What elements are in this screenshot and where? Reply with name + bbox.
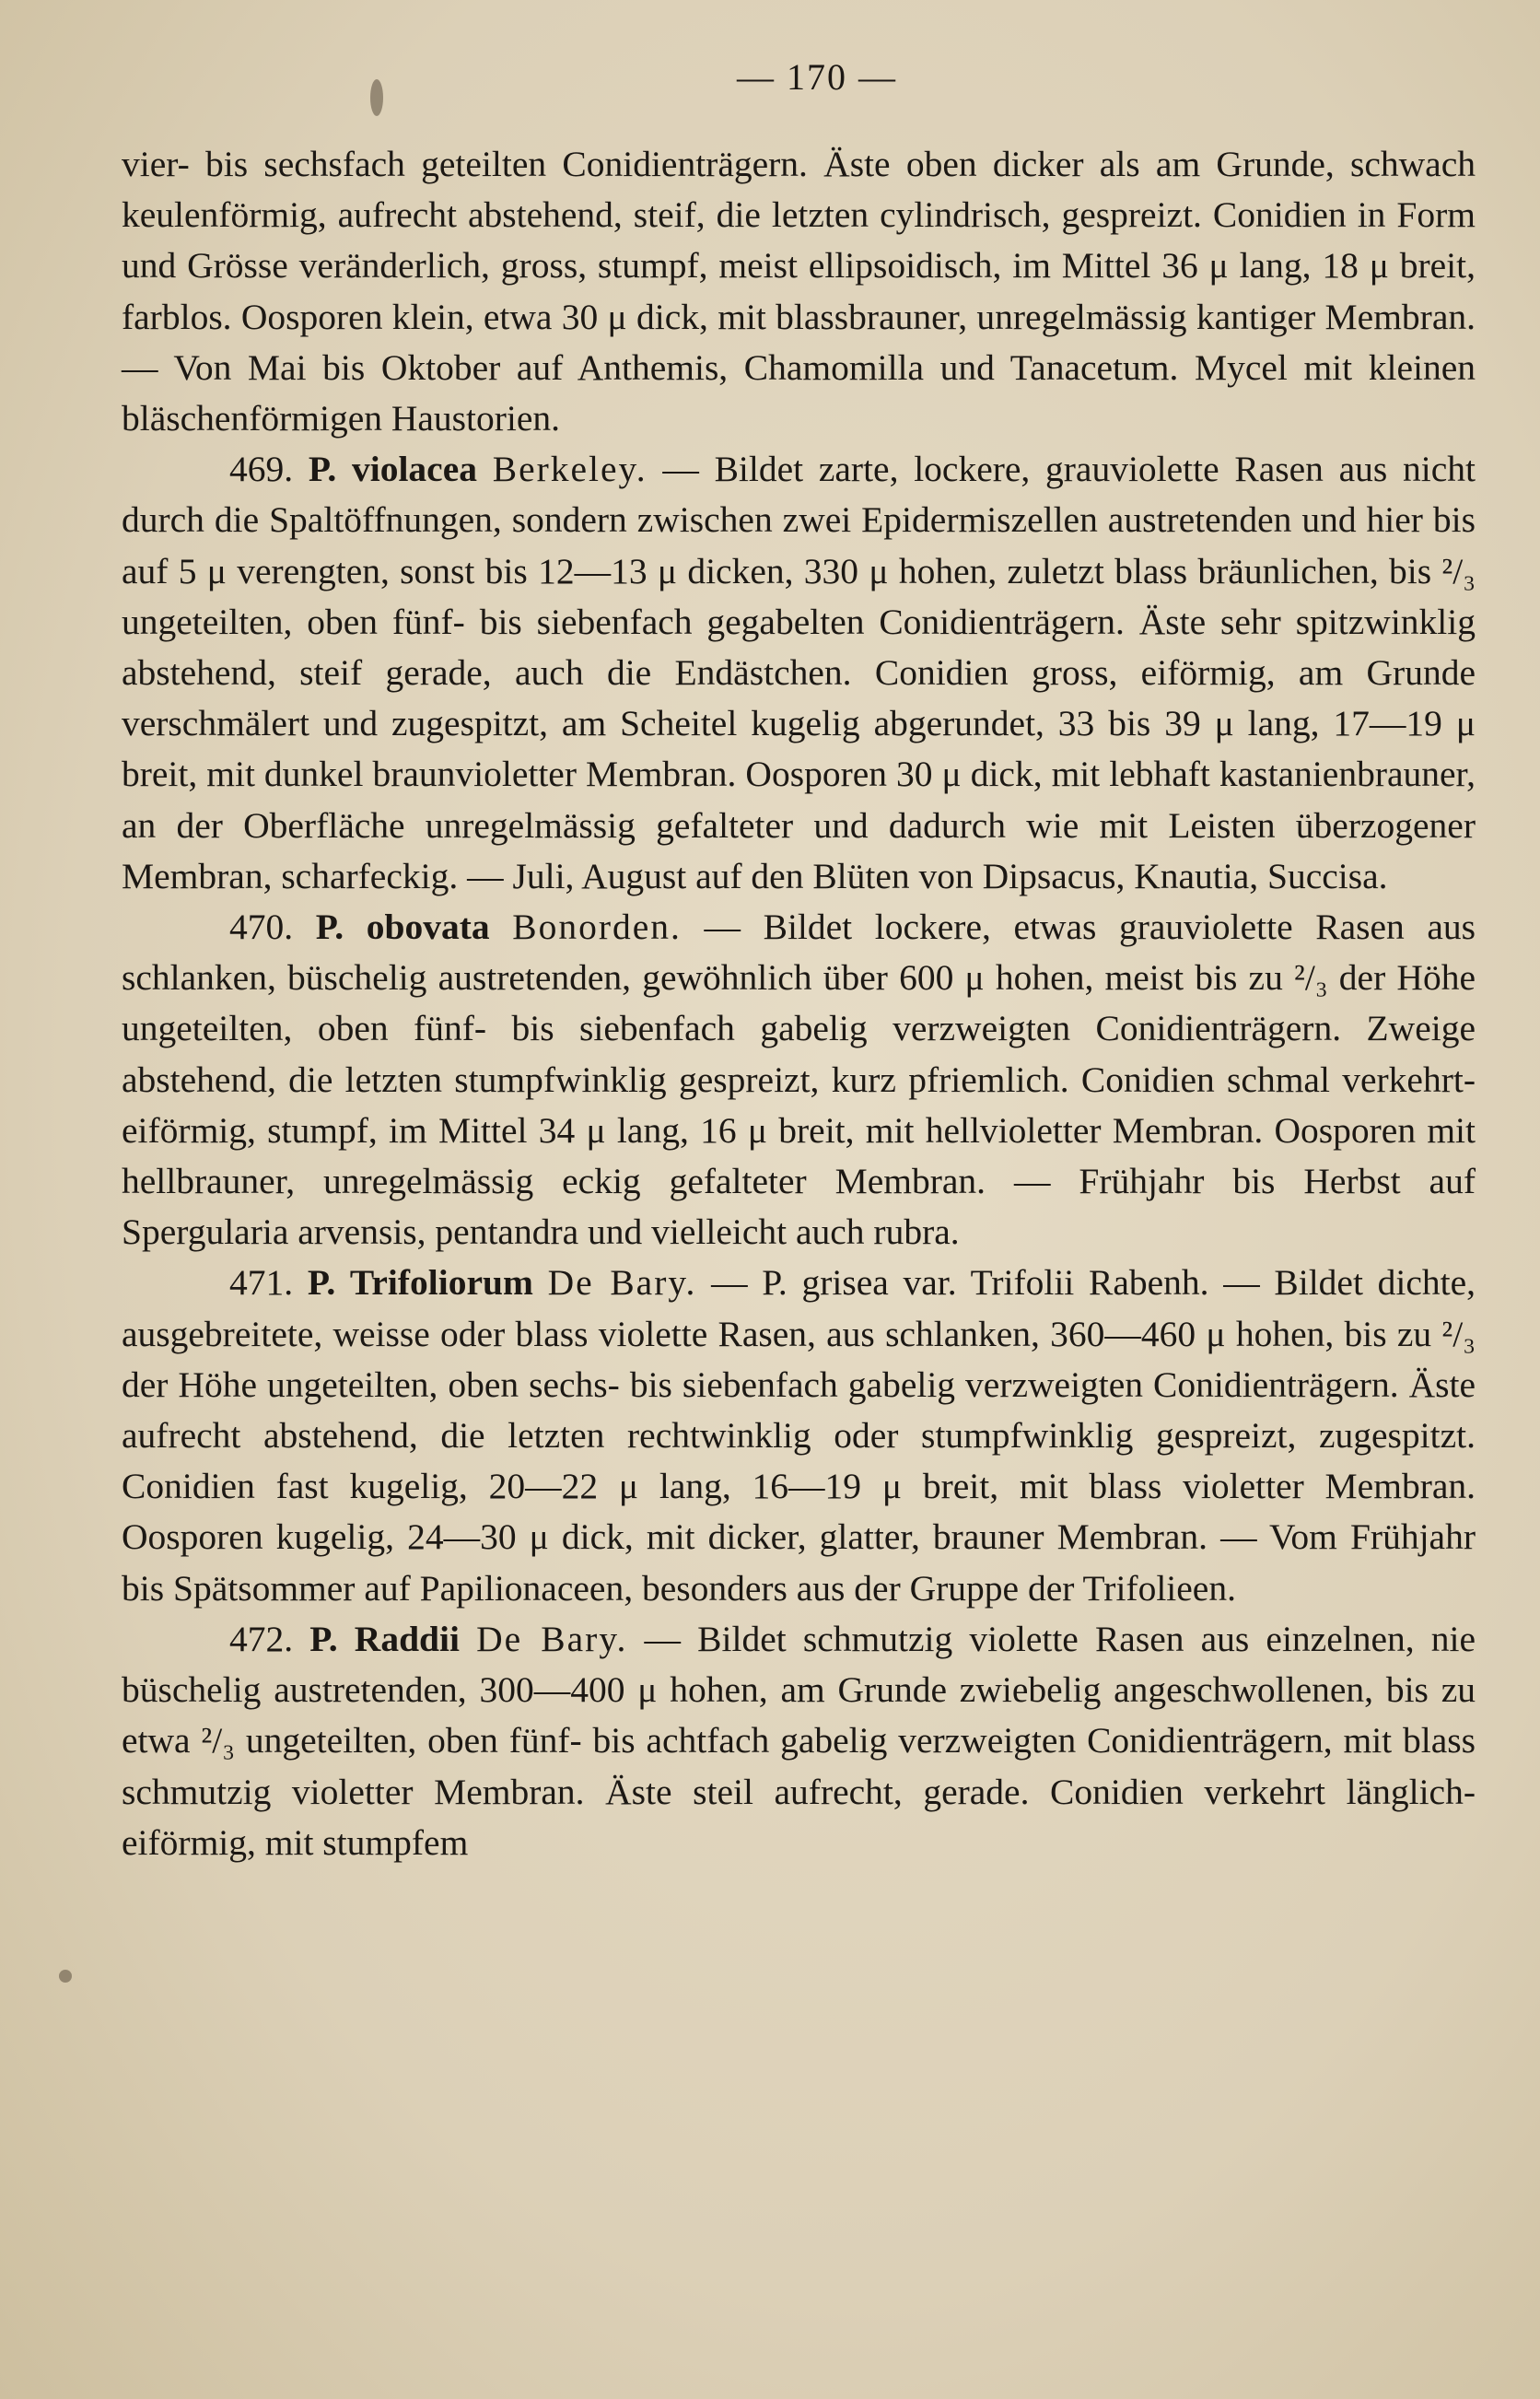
entry-text: — Bildet zarte, lockere, grauviolette Rasen aus nicht durch die Spaltöffnungen, sondern zwischen zwei Epidermiszellen austretenden und hier bis auf 5 μ verengten, sonst bis 12—13 μ dicken, 330 μ hohen, zuletzt blass bräunlichen, bis ²/₃ ungeteilten, oben fünf- bis siebenfach gegabelten Conidienträgern. Äste sehr spitzwinklig abstehend, steif gerade, auch die Endästchen. Conidien gross, eiförmig, am Grunde verschmälert und zugespitzt, am Scheitel kugelig abgerundet, 33 bis 39 μ lang, 17—19 μ breit, mit dunkel braunvioletter Membran. Oosporen 30 μ dick, mit lebhaft kastanienbrauner, an der Oberfläche unregelmässig gefalteter und dadurch wie mit Leisten überzogener Membran, scharfeckig. — Juli, August auf den Blüten von Dipsacus, Knautia, Succisa. (122, 449, 1476, 896)
ink-speck (59, 1970, 72, 1983)
entry-species: violacea (351, 449, 477, 490)
entry-469 (122, 444, 1476, 902)
entry-number: 472. (229, 1618, 294, 1659)
entry-author: De Bary. (476, 1618, 628, 1659)
entry-number: 470. (229, 907, 294, 948)
entry-genus: P. (309, 1618, 338, 1659)
entry-471 (122, 1258, 1476, 1613)
intro-paragraph: vier- bis sechsfach geteilten Conidienträgern. Äste oben dicker als am Grunde, schwach keulenförmig, aufrecht abstehend, steif, die letzten cylindrisch, gespreizt. Conidien in Form und Grösse veränderlich, gross, stumpf, meist ellipsoidisch, im Mittel 36 μ lang, 18 μ breit, farblos. Oosporen klein, etwa 30 μ dick, mit blassbrauner, unregelmässig kantiger Membran. — Von Mai bis Oktober auf Anthemis, Chamomilla und Tanacetum. Mycel mit kleinen bläschenförmigen Haustorien. (122, 144, 1476, 439)
entry-species: Trifoliorum (349, 1262, 533, 1304)
entry-number: 471. (229, 1262, 294, 1304)
entry-author: Berkeley. (492, 449, 648, 490)
entry-species: Raddii (354, 1618, 460, 1659)
entry-genus: P. (315, 907, 344, 948)
ink-speck (370, 79, 383, 116)
entry-species: obovata (366, 907, 490, 948)
entry-genus: P. (308, 449, 337, 490)
entry-author: Bonorden. (512, 907, 682, 948)
entry-genus: P. (307, 1262, 336, 1304)
page-number: — 170 — (737, 56, 897, 98)
entry-author: De Bary. (547, 1262, 697, 1304)
entry-text: — Bildet lockere, etwas grauviolette Rasen aus schlanken, büschelig austretenden, gewöhnlich über 600 μ hohen, meist bis zu ²/₃ der Höhe ungeteilten, oben fünf- bis siebenfach gabelig verzweigten Conidienträgern. Zweige abstehend, die letzten stumpfwinklig gespreizt, kurz pfriemlich. Conidien schmal verkehrt-eiförmig, stumpf, im Mittel 34 μ lang, 16 μ breit, mit hellvioletter Membran. Oosporen mit hellbrauner, unregelmässig eckig gefalteter Membran. — Frühjahr bis Herbst auf Spergularia arvensis, pentandra und vielleicht auch rubra. (122, 907, 1476, 1253)
entry-470 (122, 902, 1476, 1258)
entry-text: — Bildet schmutzig violette Rasen aus einzelnen, nie büschelig austretenden, 300—400 μ hohen, am Grunde zwiebelig angeschwollenen, bis zu etwa ²/₃ ungeteilten, oben fünf- bis achtfach gabelig verzweigten Conidienträgern, mit blass schmutzig violetter Membran. Äste steil aufrecht, gerade. Conidien verkehrt länglich-eiförmig, mit stumpfem (122, 1618, 1476, 1863)
entry-text: — P. grisea var. Trifolii Rabenh. — Bildet dichte, ausgebreitete, weisse oder blass violette Rasen, aus schlanken, 360—460 μ hohen, bis zu ²/₃ der Höhe ungeteilten, oben sechs- bis siebenfach gabelig verzweigten Conidienträgern. Äste aufrecht abstehend, die letzten rechtwinklig oder stumpfwinklig gespreizt, zugespitzt. Conidien fast kugelig, 20—22 μ lang, 16—19 μ breit, mit blass violetter Membran. Oosporen kugelig, 24—30 μ dick, mit dicker, glatter, brauner Membran. — Vom Frühjahr bis Spätsommer auf Papilionaceen, besonders aus der Gruppe der Trifolieen. (122, 1262, 1476, 1609)
entry-472 (122, 1614, 1476, 1868)
entry-number: 469. (229, 449, 294, 490)
